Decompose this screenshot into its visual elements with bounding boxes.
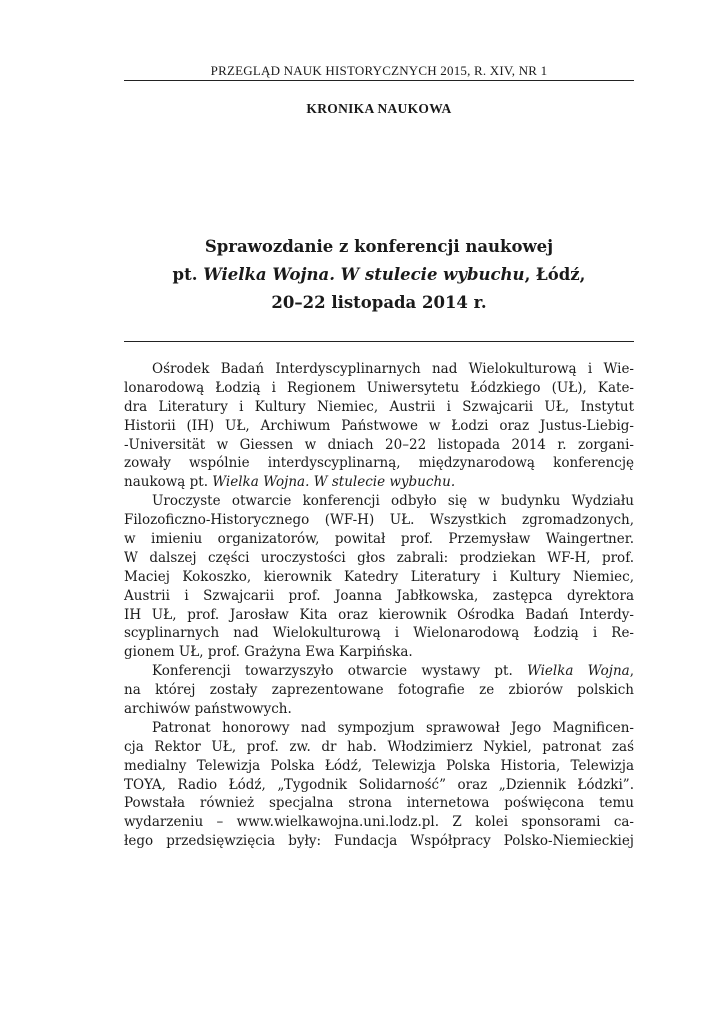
title-line-2-italic: Wielka Wojna. W stulecie wybuchu	[203, 265, 525, 284]
body-line: lonarodową Łodzią i Regionem Uniwersytetu Łódzkiego (UŁ), Kate-	[124, 379, 634, 396]
section-label: KRONIKA NAUKOWA	[306, 101, 452, 116]
body-line: archiwów państwowych.	[124, 701, 292, 718]
body-line: Ośrodek Badań Interdyscyplinarnych nad Wielokulturową i Wie-	[152, 361, 634, 377]
body-line-prefix: naukową pt.	[124, 474, 213, 491]
article-title	[124, 233, 634, 317]
title-line-1: Sprawozdanie z konferencji naukowej	[204, 237, 554, 256]
body-line: Patronat honorowy nad sympozjum sprawował Jego Magnificen-	[152, 719, 634, 736]
title-line-2-prefix: pt.	[172, 265, 204, 284]
running-head: PRZEGLĄD NAUK HISTORYCZNYCH 2015, R. XIV, NR 1	[210, 63, 548, 78]
body-line: zowały wspólnie interdyscyplinarną, międzynarodową konferencję	[124, 455, 634, 472]
header-divider	[124, 80, 634, 81]
body-line: cja Rektor UŁ, prof. zw. dr hab. Włodzimierz Nykiel, patronat zaś	[124, 738, 634, 755]
title-divider	[124, 341, 634, 342]
title-line-3: 20–22 listopada 2014 r.	[271, 293, 487, 312]
body-line-suffix: ,	[629, 663, 634, 680]
body-line: IH UŁ, prof. Jarosław Kita oraz kierownik Ośrodka Badań Interdy-	[124, 606, 634, 623]
body-line: Uroczyste otwarcie konferencji odbyło się w budynku Wydziału	[152, 493, 634, 510]
title-line-2	[124, 261, 634, 289]
body-line	[124, 662, 634, 681]
body-line-italic: Wielka Wojna	[526, 663, 630, 680]
body-line: Maciej Kokoszko, kierownik Katedry Literatury i Kultury Niemiec,	[124, 568, 634, 585]
body-line-prefix: Konferencji towarzyszyło otwarcie wystawy pt.	[152, 663, 527, 680]
title-line-2-suffix: , Łódź,	[524, 265, 586, 284]
body-line	[124, 473, 634, 492]
body-line: Austrii i Szwajcarii prof. Joanna Jabłkowska, zastępca dyrektora	[124, 587, 634, 604]
body-line: medialny Telewizja Polska Łódź, Telewizja Polska Historia, Telewizja	[124, 757, 634, 774]
body-line: W dalszej części uroczystości głos zabrali: prodziekan WF-H, prof.	[124, 549, 634, 566]
body-line: Historii (IH) UŁ, Archiwum Państwowe w Łodzi oraz Justus-Liebig-	[124, 417, 634, 434]
article-body	[124, 360, 634, 851]
body-line: gionem UŁ, prof. Grażyna Ewa Karpińska.	[124, 644, 413, 661]
body-line: Powstała również specjalna strona internetowa poświęcona temu	[124, 795, 634, 812]
body-line: scyplinarnych nad Wielokulturową i Wielonarodową Łodzią i Re-	[124, 625, 634, 642]
body-line: łego przedsięwzięcia były: Fundacja Współpracy Polsko-Niemieckiej	[124, 833, 634, 850]
body-line: wydarzeniu – www.wielkawojna.uni.lodz.pl. Z kolei sponsorami ca-	[124, 814, 634, 831]
body-line-italic: Wielka Wojna. W stulecie wybuchu.	[212, 474, 456, 491]
body-line: TOYA, Radio Łódź, „Tygodnik Solidarność” oraz „Dziennik Łódzki”.	[124, 776, 634, 793]
body-line: dra Literatury i Kultury Niemiec, Austrii i Szwajcarii UŁ, Instytut	[124, 398, 634, 415]
body-line: Filozoficzno-Historycznego (WF-H) UŁ. Wszystkich zgromadzonych,	[124, 512, 634, 529]
body-line: -Universität w Giessen w dniach 20–22 listopada 2014 r. zorgani-	[124, 436, 634, 453]
body-line: w imieniu organizatorów, powitał prof. Przemysław Waingertner.	[124, 531, 634, 548]
body-line: na której zostały zaprezentowane fotografie ze zbiorów polskich	[124, 682, 634, 699]
